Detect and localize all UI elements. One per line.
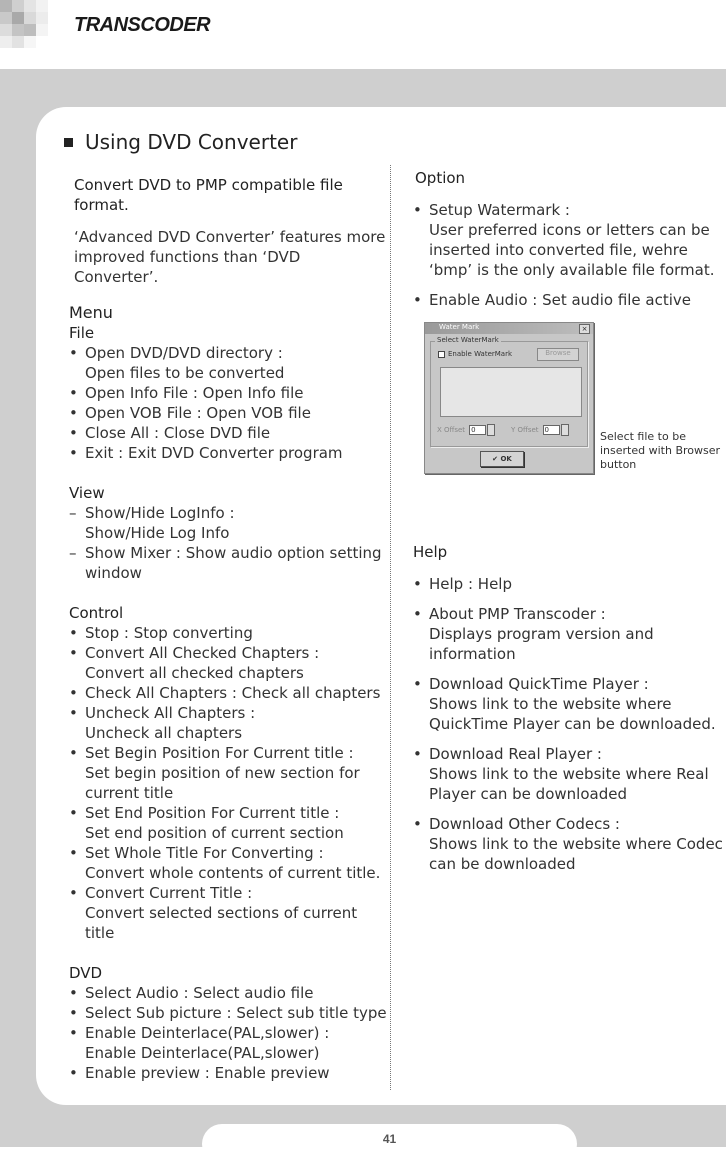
screenshot-caption: Select file to be inserted with Browser button (600, 430, 721, 471)
watermark-dialog (424, 322, 594, 474)
list-item: • Check All Chapters : Check all chapters (69, 684, 381, 702)
column-divider (390, 165, 391, 1090)
list-item: – Show/Hide LogInfo : Show/Hide Log Info (69, 504, 235, 542)
control-list (69, 623, 387, 943)
help-list (413, 574, 726, 874)
menu-heading: Menu (69, 303, 113, 322)
list-item: • About PMP Transcoder : Displays program version and information (413, 605, 654, 663)
y-offset-label: Y Offset (511, 425, 539, 434)
list-item: • Close All : Close DVD file (69, 424, 271, 442)
list-item: • Select Sub picture : Select sub title type (69, 1004, 387, 1022)
list-item: • Uncheck All Chapters : Uncheck all chapters (69, 704, 256, 742)
file-list (69, 343, 387, 463)
list-item: • Enable Deinterlace(PAL,slower) : Enable Deinterlace(PAL,slower) (69, 1024, 330, 1062)
dvd-list (69, 983, 387, 1083)
view-heading: View (69, 484, 105, 502)
enable-watermark-checkbox[interactable] (438, 350, 512, 359)
list-item: • Convert Current Title : Convert selected sections of current title (69, 884, 358, 942)
list-item: • Open VOB File : Open VOB file (69, 404, 311, 422)
list-item: • Set Whole Title For Converting : Convert whole contents of current title. (69, 844, 381, 882)
dialog-title: Water Mark (439, 323, 480, 331)
list-item: – Show Mixer : Show audio option setting window (69, 544, 382, 582)
list-item: • Stop : Stop converting (69, 624, 253, 642)
section-title-text: Using DVD Converter (85, 130, 298, 154)
page-number-tab (202, 1124, 577, 1164)
close-icon[interactable]: × (579, 324, 590, 334)
checkbox-label: Enable WaterMark (448, 350, 513, 358)
header-title: TRANSCODER (74, 14, 211, 36)
page-number: 41 (382, 1132, 397, 1146)
list-item: • Enable Audio : Set audio file active (413, 291, 692, 309)
select-watermark-group (430, 336, 588, 447)
dvd-heading: DVD (69, 964, 103, 982)
list-item: • Setup Watermark : User preferred icons or letters can be inserted into converted file, wehre ‘bmp’ is the only available file format. (413, 201, 715, 279)
section-title (64, 130, 297, 154)
list-item: • Download Other Codecs : Shows link to the website where Codec can be downloaded (413, 815, 723, 873)
list-item: • Open Info File : Open Info file (69, 384, 304, 402)
list-item: • Convert All Checked Chapters : Convert all checked chapters (69, 644, 320, 682)
y-offset-control (511, 424, 569, 436)
list-item: • Enable preview : Enable preview (69, 1064, 330, 1082)
control-heading: Control (69, 604, 124, 622)
list-item: • Exit : Exit DVD Converter program (69, 444, 343, 462)
option-heading: Option (415, 169, 466, 187)
y-offset-field[interactable]: 0 (543, 425, 560, 435)
list-item: • Set Begin Position For Current title : Set begin position of new section for current title (69, 744, 360, 802)
watermark-preview-box (440, 367, 582, 417)
file-heading: File (69, 324, 95, 342)
list-item: • Select Audio : Select audio file (69, 984, 314, 1002)
intro-text: ‘Advanced DVD Converter’ features more improved functions than ‘DVD Converter’. (74, 228, 386, 286)
spinner-icon[interactable] (487, 424, 495, 436)
list-item: • Set End Position For Current title : Set end position of current section (69, 804, 344, 842)
browse-button[interactable]: Browse (537, 348, 579, 361)
watermark-screenshot-area (413, 322, 726, 522)
list-item: • Download QuickTime Player : Shows link to the website where QuickTime Player can be downloaded. (413, 675, 716, 733)
x-offset-label: X Offset (437, 425, 466, 434)
corner-grid-decoration (0, 0, 48, 48)
checkbox-icon (438, 351, 445, 358)
option-list (413, 200, 726, 310)
list-item: • Download Real Player : Shows link to the website where Real Player can be downloaded (413, 745, 709, 803)
x-offset-control (437, 424, 495, 436)
left-column (69, 175, 387, 1083)
list-item: • Help : Help (413, 575, 512, 593)
ok-button[interactable]: ✔ OK (480, 451, 524, 467)
square-bullet-icon (64, 138, 73, 147)
right-column (413, 168, 726, 874)
view-list (69, 503, 387, 583)
dialog-titlebar (425, 323, 593, 334)
lead-text: Convert DVD to PMP compatible file format. (74, 176, 343, 214)
x-offset-field[interactable]: 0 (469, 425, 486, 435)
group-label: Select WaterMark (437, 336, 499, 344)
spinner-icon[interactable] (561, 424, 569, 436)
help-heading: Help (413, 543, 448, 561)
list-item: • Open DVD/DVD directory : Open files to be converted (69, 344, 285, 382)
